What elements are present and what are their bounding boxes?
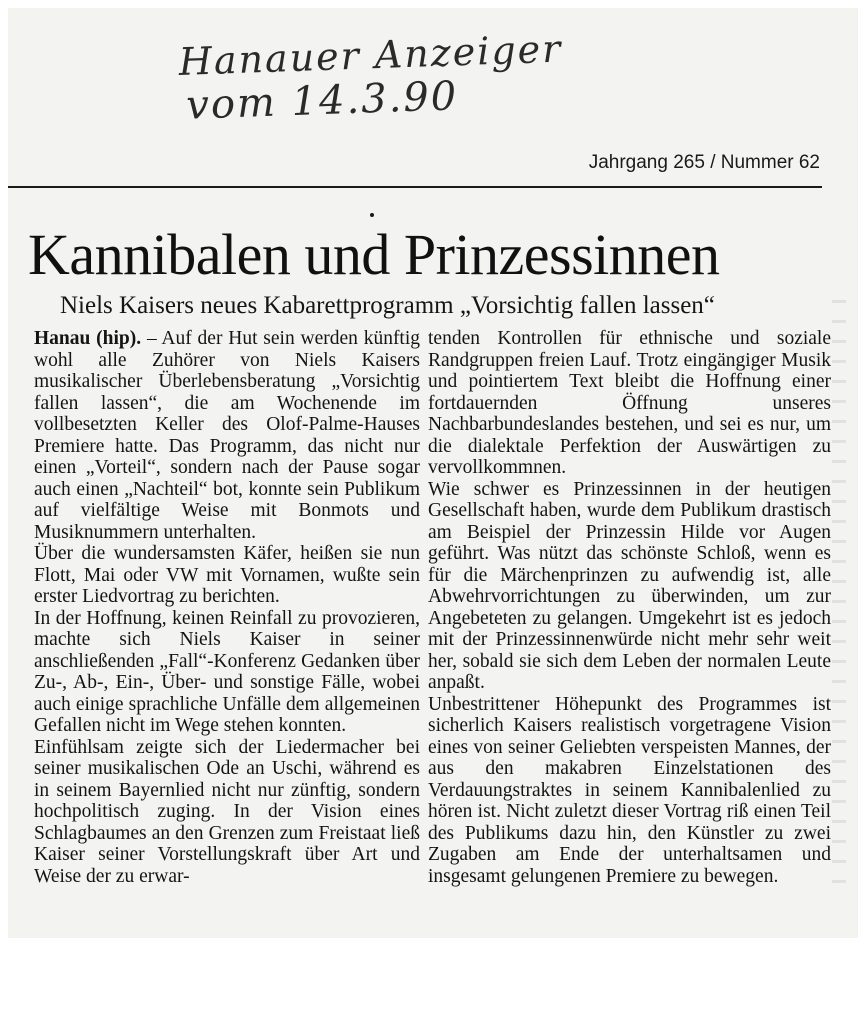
article-column-right (428, 328, 831, 887)
header-rule (8, 186, 822, 188)
headline: Kannibalen und Prinzessinnen (28, 222, 720, 287)
adjacent-article-shadow (830, 196, 840, 231)
article-column-left (34, 328, 420, 887)
article-paragraph: Einfühlsam zeigte sich der Liedermacher bei seiner musikalischen Ode an Uschi, während es in seinem Bayernlied nicht nur zünftig, sondern hochpolitisch zuging. In der Vision eines Schlagbaumes an den Grenzen zum Freistaat ließ Kaiser seiner Vorstellungskraft über Art und Weise der zu erwar- (34, 736, 420, 887)
article-paragraph (34, 328, 420, 543)
handwritten-date: vom 14.3.90 (185, 73, 459, 129)
article-paragraph: Wie schwer es Prinzessinnen in der heutigen Gesellschaft haben, wurde dem Publikum drastisch am Beispiel der Prinzessin Hilde vor Augen geführt. Was nützt das schönste Schloß, wenn es für die Märchenprinzen zu aufwendig ist, alle Abwehrvorrichtungen zu überwinden, um zur Angebeteten zu gelangen. Umgekehrt ist es jedoch mit der Prinzessinnenwürde nicht mehr sehr weit her, sobald sie sich dem Leben der normalen Leute anpaßt. (428, 478, 831, 693)
paragraph-text: – Auf der Hut sein werden künftig wohl alle Zuhörer von Niels Kaisers musikalischer Überlebensberatung „Vorsichtig fallen lassen“, die am Wochenende im vollbesetzten Keller des Olof-Palme-Hauses Premiere hatte. Das Programm, das nicht nur einen „Vorteil“, sondern nach der Pause sogar auch einen „Nachteil“ bot, konnte sein Publikum auf vielfältige Weise mit Bonmots und Musiknummern unterhalten. (34, 328, 421, 543)
issue-line: Jahrgang 265 / Nummer 62 (588, 152, 820, 173)
article-paragraph: tenden Kontrollen für ethnische und soziale Randgruppen freien Lauf. Trotz eingängiger Musik und pointiertem Text bleibt die Hoffnung einer fortdauernden Öffnung unseres Nachbarbundeslandes bestehen, und sei es nur, um die dialektale Perfektion der Auswärtigen zu vervollkommnen. (428, 328, 831, 478)
article-paragraph: In der Hoffnung, keinen Reinfall zu provozieren, machte sich Niels Kaiser in seiner anschließenden „Fall“-Konferenz Gedanken über Zu-, Ab-, Ein-, Über- und sonstige Fälle, wobei auch einige sprachliche Unfälle dem allgemeinen Gefallen nicht im Wege stehen konnten. (34, 607, 420, 736)
article-paragraph: Über die wundersamsten Käfer, heißen sie nun Flott, Mai oder VW mit Vornamen, wußte sein erster Liedvortrag zu berichten. (34, 543, 420, 607)
print-speck (370, 213, 374, 217)
adjacent-text-shadow (832, 300, 846, 900)
subheadline: Niels Kaisers neues Kabarettprogramm „Vorsichtig fallen lassen“ (60, 292, 715, 319)
article-paragraph: Unbestrittener Höhepunkt des Programmes ist sicherlich Kaisers realistisch vorgetragene Vision eines von seiner Geliebten verspeisten Mannes, der aus den makabren Einzelstationen des Verdauungstraktes in seinem Kannibalenlied zu hören ist. Nicht zuletzt dieser Vortrag riß einen Teil des Publikums dazu hin, den Künstler zu zwei Zugaben am Ende der unterhaltsamen und insgesamt gelungenen Premiere zu bewegen. (428, 693, 831, 887)
handwritten-source: Hanauer Anzeiger (178, 26, 563, 84)
handwritten-note (178, 27, 565, 128)
dateline: Hanau (hip). (34, 328, 142, 349)
